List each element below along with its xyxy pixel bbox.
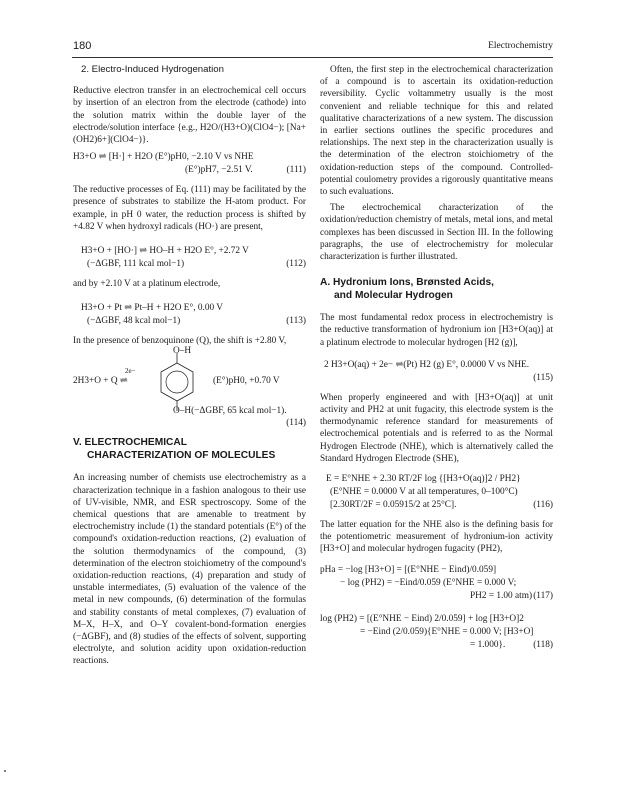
equation-left-side: 2H3+O + Q ⇌: [73, 376, 128, 387]
equation-line: (−ΔGBF, 111 kcal mol−1): [87, 259, 185, 270]
section-heading-line-1: A. Hydronium Ions, Brønsted Acids,: [320, 277, 494, 289]
benzoquinone-ring: [153, 353, 201, 413]
equation-number: (111): [286, 165, 306, 176]
equation-line: (E°)pH7, −2.51 V.: [185, 165, 253, 176]
equation-line: (−ΔGBF, 48 kcal mol−1): [87, 316, 181, 327]
equation-111: [73, 151, 306, 177]
equation-number: (117): [533, 590, 553, 601]
equation-116: [320, 473, 553, 512]
page-number: 180: [73, 40, 92, 52]
paragraph: and by +2.10 V at a platinum electrode,: [73, 279, 221, 290]
equation-number: (116): [533, 500, 553, 511]
section-heading-line-2: CHARACTERIZATION OF MOLECULES: [87, 449, 276, 461]
equation-115: [320, 359, 553, 385]
equation-113: [73, 302, 306, 328]
section-heading-line-1: V. ELECTROCHEMICAL: [73, 437, 187, 449]
equation-117: [320, 564, 553, 603]
equation-number: (114): [286, 418, 306, 429]
equation-line: = −Eind (2/0.059){E°NHE = 0.000 V; [H3+O]: [360, 626, 534, 637]
equation-line: H3+O ⇌ [H·] + H2O (E°)pH0, −2.10 V vs NHE: [73, 152, 254, 163]
paragraph: When properly engineered and with [H3+O(aq)] at unit activity and PH2 at unit fugacity, this electrode system is the thermodynamic reference standard for measurements of electrochemical potentials and is referred to as the Normal Hydrogen Electrode (NHE), which is alternatively called the Standard Hydrogen Electrode (SHE),: [320, 392, 553, 464]
equation-number: (112): [286, 259, 306, 270]
electron-label: 2e−: [125, 367, 136, 376]
equation-line: H3+O + Pt ⇌ Pt–H + H2O E°, 0.00 V: [81, 303, 223, 314]
running-title: Electrochemistry: [488, 41, 553, 51]
header-rule: [72, 57, 553, 58]
equation-line: log (PH2) = [(E°NHE − Eind) 2/0.059] + log [H3+O]2: [320, 613, 524, 624]
equation-number: (118): [533, 639, 553, 650]
equation-line: (E°NHE = 0.0000 V at all temperatures, 0–100°C): [330, 487, 518, 498]
subsection-heading: 2. Electro-Induced Hydrogenation: [81, 64, 224, 75]
paragraph: In the presence of benzoquinone (Q), the shift is +2.80 V,: [73, 336, 287, 347]
equation-number: (113): [286, 316, 306, 327]
equation-114: [73, 346, 306, 429]
section-heading: [320, 277, 553, 302]
right-column: [320, 64, 553, 659]
equation-line: pHa = −log [H3+O] = [(E°NHE − Eind)/0.059]: [320, 564, 497, 575]
equation-number: (115): [533, 372, 553, 383]
section-heading: [73, 437, 306, 462]
hydroxyl-top: O–H: [173, 346, 192, 357]
section-heading-line-2: and Molecular Hydrogen: [334, 289, 453, 301]
paragraph: Often, the first step in the electrochemical characterization of a compound is to ascertain its oxidation-reduction reversibility. Cyclic voltammetry usually is the most convenient and reliable technique for this and related qualitative characterizations of a new system. The discussion in earlier sections outlines the specific procedures and relationships. The next step in the characterization usually is the determination of the electron stoichiometry of the oxidation-reduction steps of the compound. Controlled-potential coulometry provides a rigorously quantitative means to such evaluations.: [320, 65, 553, 198]
paragraph: The latter equation for the NHE also is the defining basis for the potentiometric measurement of hydronium-ion activity [H3+O] and molecular hydrogen fugacity (PH2),: [320, 520, 553, 555]
equation-line: = 1.000}.: [470, 639, 506, 650]
equation-line: [2.30RT/2F = 0.05915/2 at 25°C].: [330, 500, 457, 511]
equation-line: PH2 = 1.00 atm): [470, 590, 533, 601]
equation-line: − log (PH2) = −Eind/0.059 (E°NHE = 0.000 V;: [340, 577, 517, 588]
equation-line: 2 H3+O(aq) + 2e− ⇌(Pt) H2 (g) E°, 0.0000 V vs NHE.: [324, 359, 530, 370]
equation-potential: (E°)pH0, +0.70 V: [213, 376, 280, 387]
paragraph: An increasing number of chemists use electrochemistry as a characterization technique in a fashion analogous to their use of UV-visible, NMR, and ESR spectroscopy. Some of the chemical questions that are amenable to treatment by electrochemistry include (1) the standard potentials (E°) of the compound's oxidation-reduction reactions, (2) evaluation of the solution thermodynamics of the compound, (3) determination of the electron stoichiometry of the compound's oxidation-reduction reactions, (4) preparation and study of unstable intermediates, (5) evaluation of the valence of the metal in new compounds, (6) determination of the formulas and stability constants of metal complexes, (7) evaluation of M–X, H–X, and O–Y covalent-bond-formation energies (−ΔGBF), and (8) studies of the effects of solvent, supporting electrolyte, and solution acidity upon oxidation-reduction reactions.: [73, 473, 306, 667]
paragraph: The most fundamental redox process in electrochemistry is the reductive transformation of hydronium ion [H3+O(aq)] at a platinum electrode to molecular hydrogen [H2 (g)],: [320, 313, 553, 348]
left-column: [73, 64, 306, 672]
equation-112: [73, 245, 306, 271]
paragraph: The reductive processes of Eq. (111) may be facilitated by the presence of substrates to stabilize the H-atom product. For example, in pH 0 water, the reduction process is shifted by +4.82 V when hydroxyl radicals (HO·) are present,: [73, 185, 306, 232]
equation-line: E = E°NHE + 2.30 RT/2F log {[H3+O(aq)]2 / PH2}: [326, 474, 521, 485]
equation-line: H3+O + [HO·] ⇌ HO–H + H2O E°, +2.72 V: [81, 246, 249, 257]
paragraph: Reductive electron transfer in an electrochemical cell occurs by insertion of an electron from the electrode (cathode) into the solution matrix within the double layer of the electrode/solution interface {e.g., H2O/(H3+O)(ClO4−); [Na+(OH2)6+](ClO4−)}.: [73, 86, 306, 146]
hydroxyl-bottom: O–H(−ΔGBF, 65 kcal mol−1).: [173, 406, 287, 417]
paragraph: The electrochemical characterization of the oxidation/reduction chemistry of metals, metal ions, and metal complexes has been discussed in Section III. In the following paragraphs, the use of electrochemistry for molecular characterization is further illustrated.: [320, 203, 553, 263]
equation-118: [320, 613, 553, 652]
scan-mark: [4, 770, 6, 772]
